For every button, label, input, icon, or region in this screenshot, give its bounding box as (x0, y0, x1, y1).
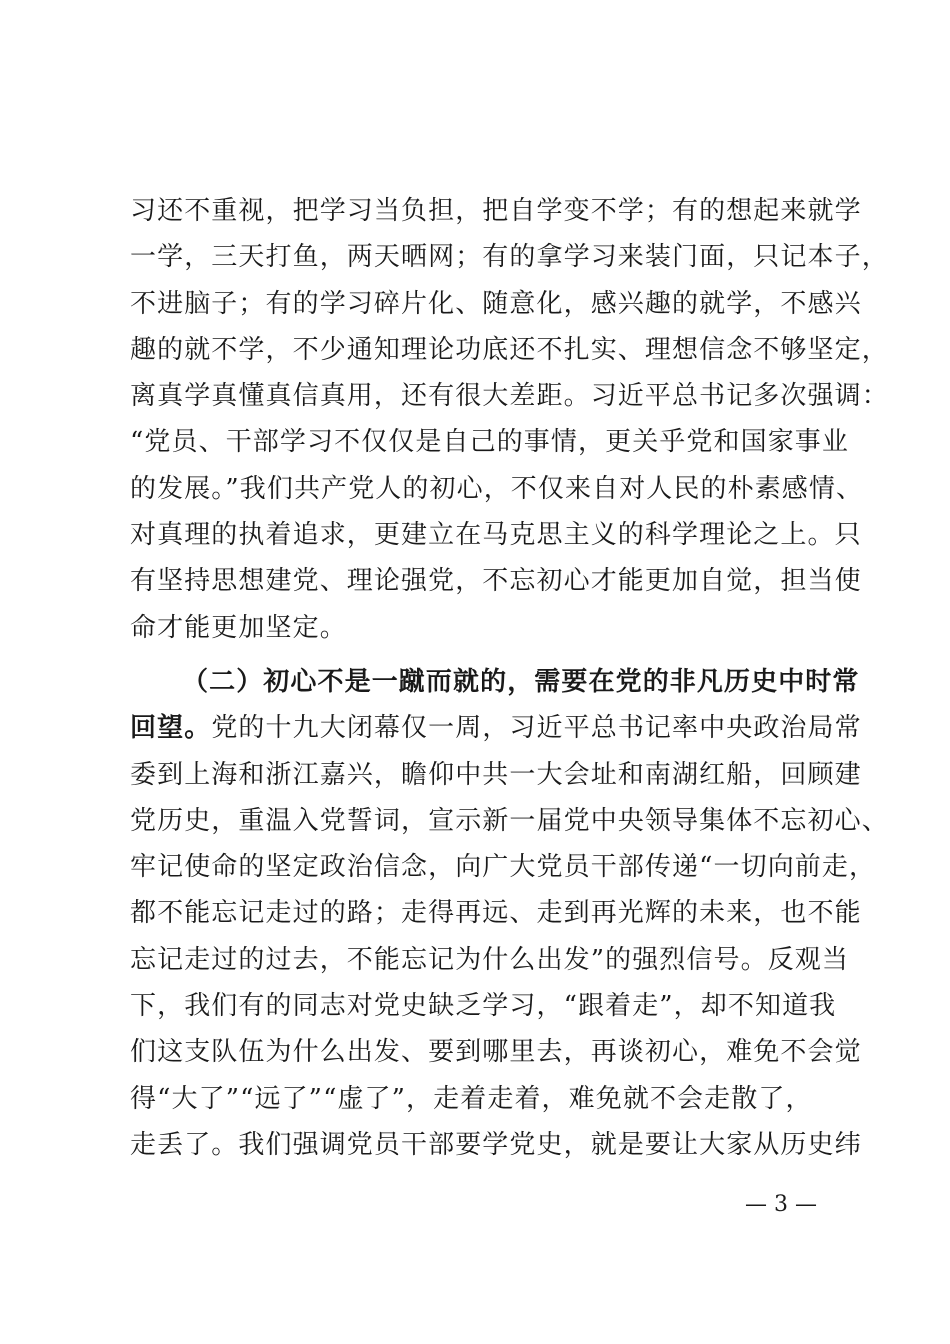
section-heading: （二）初心不是一蹴而就的，需要在党的非凡历史中时常 (182, 666, 860, 697)
paragraph-gap (130, 651, 830, 659)
paragraph-1 (130, 188, 889, 651)
text-line: 走丢了。我们强调党员干部要学党史，就是要让大家从历史纬 (130, 1129, 862, 1160)
text-line: 下，我们有的同志对党史缺乏学习，“跟着走”，却不知道我 (130, 991, 837, 1022)
section-heading-end: 回望。 (130, 713, 212, 744)
text-line (130, 705, 862, 751)
text-line-rest: 党的十九大闭幕仅一周，习近平总书记率中央政治局常 (211, 713, 862, 744)
document-body (130, 188, 889, 1168)
text-line: 牢记使命的坚定政治信念，向广大党员干部传递“一切向前走， (130, 852, 877, 883)
text-line: 离真学真懂真信真用，还有很大差距。习近平总书记多次强调： (130, 381, 889, 412)
text-line: 得“大了”“远了”“虚了”，走着走着，难免就不会走散了， (130, 1083, 813, 1114)
paragraph-2 (130, 659, 889, 1168)
text-line: 趣的就不学，不少通知理论功底还不扎实、理想信念不够坚定， (130, 334, 889, 365)
text-line: 忘记走过的过去，不能忘记为什么出发”的强烈信号。反观当 (130, 944, 849, 975)
text-line: 命才能更加坚定。 (130, 612, 347, 643)
text-line: 党历史，重温入党誓词，宣示新一届党中央领导集体不忘初心、 (130, 805, 889, 836)
text-line: 有坚持思想建党、理论强党，不忘初心才能更加自觉，担当使 (130, 566, 862, 597)
text-line: 都不能忘记走过的路；走得再远、走到再光辉的未来，也不能 (130, 898, 862, 929)
text-line: 习还不重视，把学习当负担，把自学变不学；有的想起来就学 (130, 196, 862, 226)
page-number: — 3 — (745, 1192, 817, 1217)
text-line: 不进脑子；有的学习碎片化、随意化，感兴趣的就学，不感兴 (130, 288, 862, 319)
text-line: 对真理的执着追求，更建立在马克思主义的科学理论之上。只 (130, 520, 862, 551)
text-line: 委到上海和浙江嘉兴，瞻仰中共一大会址和南湖红船，回顾建 (130, 759, 862, 790)
text-line: 一学，三天打鱼，两天晒网；有的拿学习来装门面，只记本子， (130, 242, 889, 273)
text-line: 的发展。”我们共产党人的初心，不仅来自对人民的朴素感情、 (130, 473, 864, 504)
text-line: 们这支队伍为什么出发、要到哪里去，再谈初心，难免不会觉 (130, 1037, 862, 1068)
text-line: “党员、干部学习不仅仅是自己的事情，更关乎党和国家事业 (130, 427, 849, 458)
